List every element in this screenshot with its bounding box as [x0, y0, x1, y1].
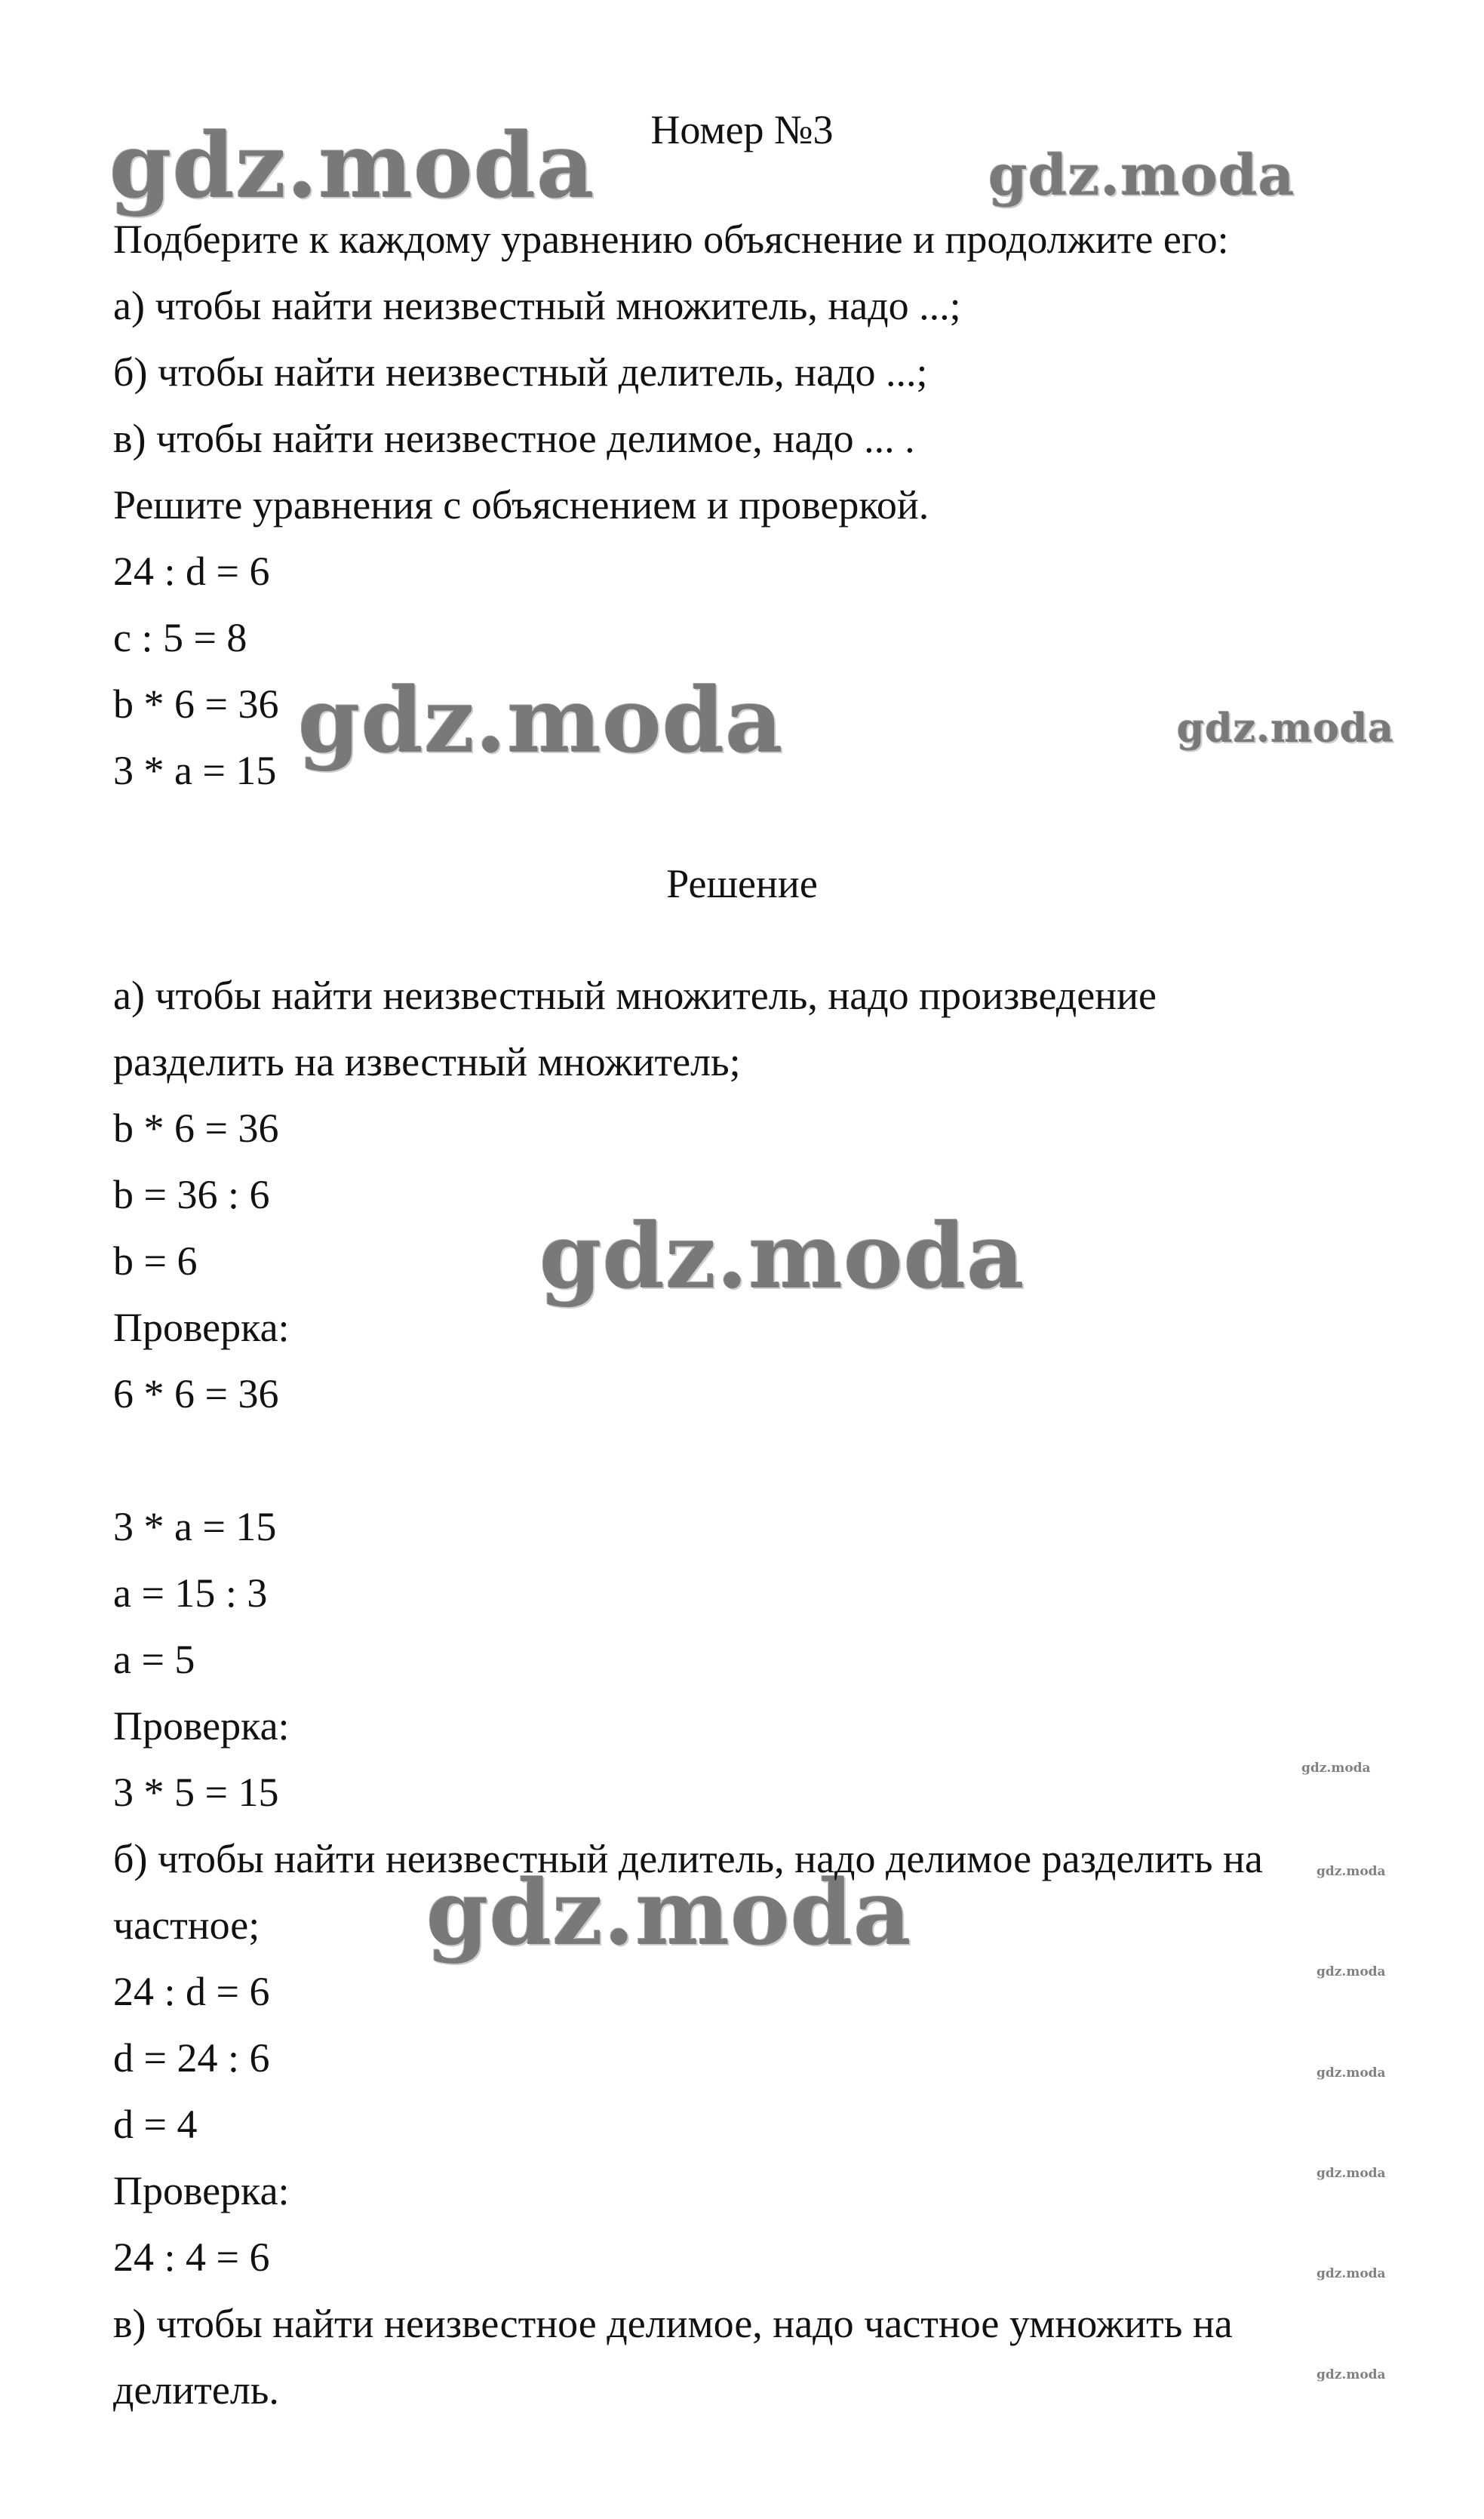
watermark-logo: gdz.moda [426, 1860, 912, 1965]
solution-line: делитель. [113, 2367, 279, 2413]
watermark-logo: gdz.moda [1177, 706, 1395, 752]
solution-line: 6 * 6 = 36 [113, 1371, 279, 1416]
solution-line: в) чтобы найти неизвестное делимое, надо частное умножить на [113, 2301, 1233, 2346]
task-line: Подберите к каждому уравнению объяснение и продолжите его: [113, 217, 1229, 262]
watermark-logo: gdz.moda [1317, 2367, 1386, 2382]
solution-line: а) чтобы найти неизвестный множитель, надо произведение [113, 973, 1157, 1018]
solution-line: d = 4 [113, 2102, 198, 2147]
watermark-logo: gdz.moda [1317, 1864, 1386, 1879]
solution-line: разделить на известный множитель; [113, 1039, 741, 1084]
solution-heading: Решение [666, 861, 818, 906]
task-line: а) чтобы найти неизвестный множитель, надо ...; [113, 283, 961, 328]
watermark-logo: gdz.moda [1317, 2266, 1386, 2281]
task-line: Решите уравнения с объяснением и проверкой. [113, 482, 929, 527]
solution-line: частное; [113, 1902, 260, 1948]
solution-line: 3 * 5 = 15 [113, 1770, 279, 1815]
solution-line: a = 5 [113, 1637, 195, 1682]
task-line: б) чтобы найти неизвестный делитель, надо ...; [113, 349, 928, 395]
equation-line: b * 6 = 36 [113, 681, 279, 727]
watermark-logo: gdz.moda [1317, 1964, 1386, 1979]
equation-line: c : 5 = 8 [113, 615, 247, 660]
watermark-logo: gdz.moda [1301, 1761, 1371, 1776]
solution-line: 3 * a = 15 [113, 1504, 277, 1549]
solution-line: a = 15 : 3 [113, 1570, 268, 1616]
solution-line: Проверка: [113, 1703, 290, 1749]
watermark-logo: gdz.moda [988, 143, 1295, 208]
solution-line: Проверка: [113, 1305, 290, 1350]
solution-line: 24 : d = 6 [113, 1969, 270, 2014]
equation-line: 3 * a = 15 [113, 748, 277, 793]
watermark-logo: gdz.moda [1317, 2166, 1386, 2181]
solution-line: b * 6 = 36 [113, 1106, 279, 1151]
solution-line: b = 36 : 6 [113, 1172, 270, 1217]
watermark-logo: gdz.moda [298, 668, 784, 773]
page-title: Номер №3 [650, 107, 834, 152]
watermark-logo: gdz.moda [539, 1204, 1025, 1309]
task-line: в) чтобы найти неизвестное делимое, надо ... . [113, 416, 915, 461]
equation-line: 24 : d = 6 [113, 549, 270, 594]
solution-line: b = 6 [113, 1238, 198, 1284]
watermark-logo: gdz.moda [1317, 2065, 1386, 2081]
solution-line: Проверка: [113, 2168, 290, 2213]
solution-line: 24 : 4 = 6 [113, 2234, 270, 2280]
watermark-logo: gdz.moda [109, 113, 595, 218]
solution-line: d = 24 : 6 [113, 2035, 270, 2081]
solution-line: б) чтобы найти неизвестный делитель, надо делимое разделить на [113, 1836, 1263, 1881]
